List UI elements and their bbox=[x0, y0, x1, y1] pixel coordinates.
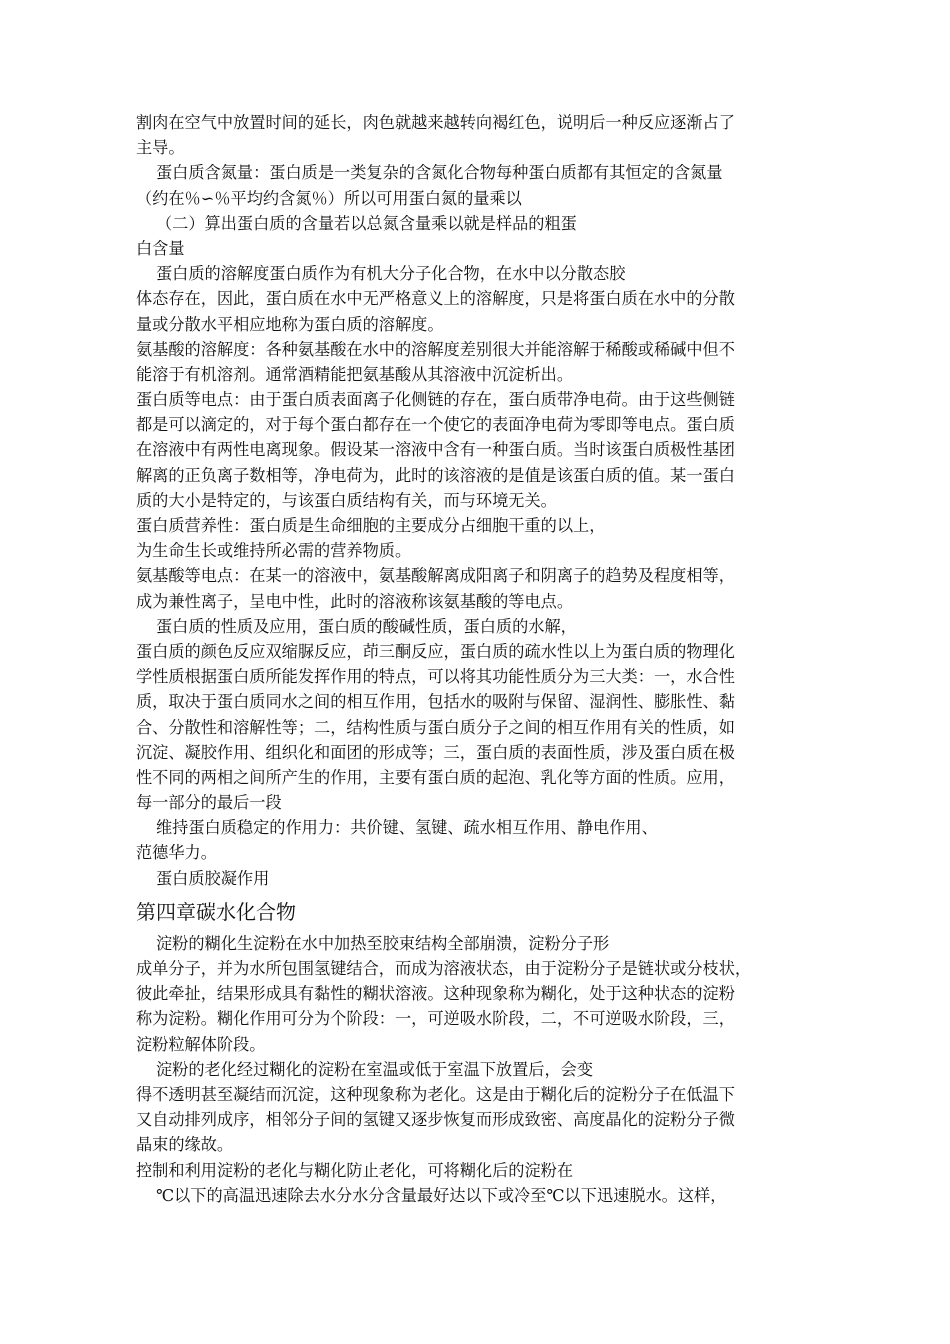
text-line: 得不透明甚至凝结而沉淀，这种现象称为老化。这是由于糊化后的淀粉分子在低温下 bbox=[136, 1084, 735, 1104]
text-line: 蛋白质胶凝作用 bbox=[156, 868, 270, 888]
text-line: 控制和利用淀粉的老化与糊化防止老化，可将糊化后的淀粉在 bbox=[136, 1160, 574, 1180]
text-line: 成为兼性离子，呈电中性，此时的溶液称该氨基酸的等电点。 bbox=[136, 591, 574, 611]
text-line: 性不同的两相之间所产生的作用，主要有蛋白质的起泡、乳化等方面的性质。应用， bbox=[136, 767, 735, 787]
text-line: 氨基酸等电点：在某一的溶液中，氨基酸解离成阳离子和阴离子的趋势及程度相等， bbox=[136, 566, 735, 586]
document-body bbox=[136, 110, 852, 1208]
text-line: 割肉在空气中放置时间的延长，肉色就越来越转向褐红色，说明后一种反应逐渐占了 bbox=[136, 113, 735, 132]
text-line: 为生命生长或维持所必需的营养物质。 bbox=[136, 541, 412, 561]
text-line: 蛋白质等电点：由于蛋白质表面离子化侧链的存在，蛋白质带净电荷。由于这些侧链 bbox=[136, 390, 735, 410]
text-line: 范德华力。 bbox=[136, 843, 217, 863]
text-line: 淀粉的老化经过糊化的淀粉在室温或低于室温下放置后，会变 bbox=[156, 1059, 594, 1079]
text-line: （约在％∽％平均约含氮％）所以可用蛋白氮的量乘以 bbox=[136, 188, 522, 208]
text-line: 又自动排列成序，相邻分子间的氢键又逐步恢复而形成致密、高度晶化的淀粉分子微 bbox=[136, 1110, 735, 1130]
text-line: 彼此牵扯，结果形成具有黏性的糊状溶液。这种现象称为糊化，处于这种状态的淀粉 bbox=[136, 984, 735, 1004]
text-line: 在溶液中有两性电离现象。假设某一溶液中含有一种蛋白质。当时该蛋白质极性基团 bbox=[136, 440, 735, 460]
text-line: 主导。 bbox=[136, 138, 185, 158]
text-line: 蛋白质营养性：蛋白质是生命细胞的主要成分占细胞干重的以上， bbox=[136, 516, 606, 535]
protein-section bbox=[136, 110, 852, 891]
text-line: 学性质根据蛋白质所能发挥作用的特点，可以将其功能性质分为三大类：一，水合性 bbox=[136, 667, 735, 687]
carbohydrate-section bbox=[136, 931, 852, 1208]
text-line: 量或分散水平相应地称为蛋白质的溶解度。 bbox=[136, 314, 444, 334]
text-line: 维持蛋白质稳定的作用力：共价键、氢键、疏水相互作用、静电作用、 bbox=[156, 818, 658, 838]
text-line: 称为淀粉。糊化作用可分为个阶段：一，可逆吸水阶段，二，不可逆吸水阶段，三， bbox=[136, 1009, 735, 1029]
text-line: 都是可以滴定的，对于每个蛋白都存在一个使它的表面净电荷为零即等电点。蛋白质 bbox=[136, 415, 735, 435]
text-line: 解离的正负离子数相等，净电荷为，此时的该溶液的是值是该蛋白质的值。某一蛋白 bbox=[136, 465, 735, 485]
text-line: 质的大小是特定的，与该蛋白质结构有关，而与环境无关。 bbox=[136, 490, 557, 510]
text-line: 淀粉粒解体阶段。 bbox=[136, 1034, 266, 1054]
text-line: 蛋白质的颜色反应双缩脲反应，茚三酮反应，蛋白质的疏水性以上为蛋白质的物理化 bbox=[136, 641, 735, 661]
text-line: 成单分子，并为水所包围氢键结合，而成为溶液状态，由于淀粉分子是链状或分枝状， bbox=[136, 959, 752, 978]
text-line: 蛋白质的性质及应用，蛋白质的酸碱性质，蛋白质的水解， bbox=[156, 616, 577, 636]
text-line: 白含量 bbox=[136, 238, 185, 258]
text-line: 合、分散性和溶解性等；二，结构性质与蛋白质分子之间的相互作用有关的性质，如 bbox=[136, 717, 735, 737]
text-line: 能溶于有机溶剂。通常酒精能把氨基酸从其溶液中沉淀析出。 bbox=[136, 364, 574, 384]
text-line: （二）算出蛋白质的含量若以总氮含量乘以就是样品的粗蛋 bbox=[156, 213, 577, 233]
text-line: 体态存在，因此，蛋白质在水中无严格意义上的溶解度，只是将蛋白质在水中的分散 bbox=[136, 289, 735, 309]
text-line: 质，取决于蛋白质同水之间的相互作用，包括水的吸附与保留、湿润性、膨胀性、黏 bbox=[136, 692, 735, 712]
text-line: 蛋白质的溶解度蛋白质作为有机大分子化合物，在水中以分散态胶 bbox=[156, 264, 626, 284]
text-line: 淀粉的糊化生淀粉在水中加热至胶束结构全部崩溃，淀粉分子形 bbox=[156, 933, 610, 953]
text-line: ℃以下的高温迅速除去水分水分含量最好达以下或冷至℃以下迅速脱水。这样， bbox=[156, 1185, 727, 1205]
text-line: 蛋白质含氮量：蛋白质是一类复杂的含氮化合物每种蛋白质都有其恒定的含氮量 bbox=[156, 163, 723, 183]
text-line: 每一部分的最后一段 bbox=[136, 793, 282, 813]
chapter-title: 第四章碳水化合物 bbox=[136, 899, 296, 924]
text-line: 沉淀、凝胶作用、组织化和面团的形成等；三，蛋白质的表面性质，涉及蛋白质在极 bbox=[136, 742, 735, 762]
text-line: 氨基酸的溶解度：各种氨基酸在水中的溶解度差别很大并能溶解于稀酸或稀碱中但不 bbox=[136, 339, 735, 359]
text-line: 晶束的缘故。 bbox=[136, 1135, 234, 1155]
